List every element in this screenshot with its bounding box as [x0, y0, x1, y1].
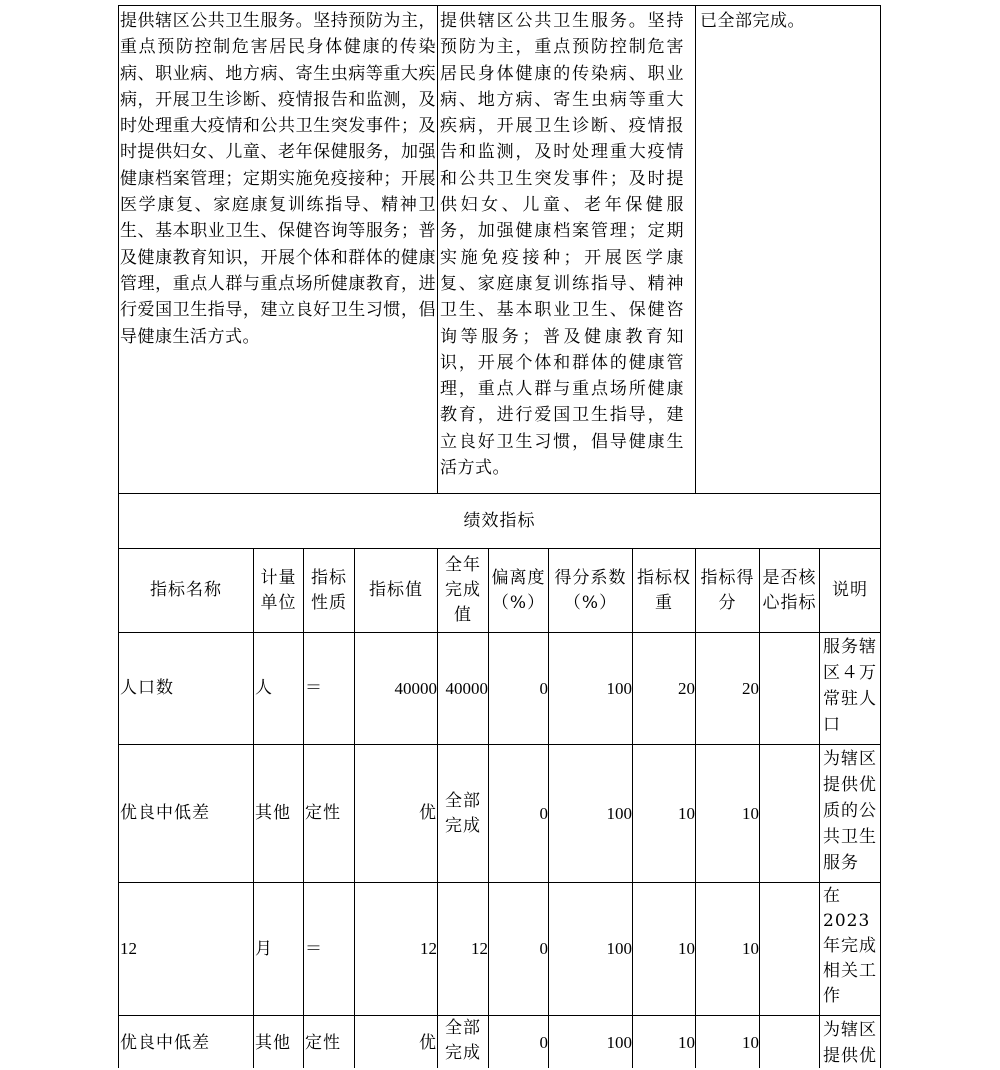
row4-weight: 10: [678, 1033, 695, 1052]
row1-score: 20: [742, 678, 759, 698]
header-nature: 指标性质: [311, 567, 347, 613]
row2-deviation: 0: [539, 803, 548, 823]
row1-core: [760, 633, 819, 744]
row3-deviation: 0: [539, 939, 548, 958]
row2-note: 为辖区提供优质的公共卫生服务: [823, 749, 877, 873]
col-divider-5: [488, 548, 489, 1068]
col-divider-10: [819, 548, 820, 1068]
rule-row3-bottom: [118, 1015, 881, 1016]
row4-score: 10: [742, 1033, 759, 1052]
section-title: 绩效指标: [463, 510, 536, 531]
row4-unit: 其他: [255, 1032, 291, 1053]
upper-col3-text: 已全部完成。: [700, 11, 805, 31]
rule-upper-bottom: [118, 493, 881, 494]
row3-nature: ＝: [305, 938, 323, 959]
row3-score: 10: [742, 939, 759, 958]
row3-core: [760, 883, 819, 1015]
col-divider-7: [632, 548, 633, 1068]
row1-note: 服务辖区４万常驻人口: [823, 637, 877, 735]
col-divider-3: [354, 548, 355, 1068]
row4-deviation: 0: [539, 1033, 548, 1052]
header-weight: 指标权重: [637, 567, 691, 613]
rule-header-bottom: [118, 632, 881, 633]
row1-coef: 100: [606, 678, 632, 698]
header-deviation: 偏离度（%）: [491, 567, 546, 613]
row1-value: 40000: [394, 678, 437, 698]
row4-core: [760, 1016, 819, 1068]
table-border-right: [880, 5, 881, 1068]
row1-unit: 人: [255, 678, 273, 698]
row1-weight: 20: [678, 678, 695, 698]
row4-name: 优良中低差: [120, 1032, 210, 1053]
row3-weight: 10: [678, 939, 695, 958]
rule-row1-bottom: [118, 744, 881, 745]
row3-done: 12: [471, 939, 488, 958]
row2-score: 10: [742, 803, 759, 823]
row4-coef: 100: [606, 1033, 632, 1052]
row4-value: 优: [419, 1032, 437, 1053]
row4-done: 全部完成: [445, 1018, 481, 1063]
row3-unit: 月: [255, 938, 273, 959]
header-coef: 得分系数（%）: [554, 567, 627, 613]
header-value: 指标值: [369, 580, 423, 600]
header-score: 指标得分: [700, 567, 755, 613]
upper-divider-2: [695, 5, 696, 494]
upper-col1-text: 提供辖区公共卫生服务。坚持预防为主，重点预防控制危害居民身体健康的传染病、职业病、地方病、寄生虫病等重大疾病，开展卫生诊断、疫情报告和监测，及时处理重大疫情和公共卫生突发事件；及时提供妇女、儿童、老年保健服务，加强健康档案管理；定期实施免疫接种；开展医学康复、家庭康复训练指导、精神卫生、基本职业卫生、保健咨询等服务；普及健康教育知识，开展个体和群体的健康管理，重点人群与重点场所健康教育，进行爱国卫生指导，建立良好卫生习惯，倡导健康生活方式。: [120, 11, 436, 347]
col-divider-8: [695, 548, 696, 1068]
col-divider-1: [253, 548, 254, 1068]
row2-core: [760, 745, 819, 882]
rule-title-bottom: [118, 548, 881, 549]
col-divider-2: [303, 548, 304, 1068]
row3-note: 在2023年完成相关工作: [823, 886, 877, 1006]
row2-unit: 其他: [255, 803, 291, 823]
row4-nature: 定性: [305, 1032, 341, 1053]
row3-value: 12: [420, 939, 437, 958]
row1-deviation: 0: [539, 678, 548, 698]
header-done: 全年完成值: [445, 555, 481, 625]
row2-weight: 10: [678, 803, 695, 823]
row2-value: 优: [419, 803, 437, 823]
row1-done: 40000: [445, 678, 488, 698]
rule-row2-bottom: [118, 882, 881, 883]
row3-name: 12: [120, 939, 137, 958]
row2-name: 优良中低差: [120, 803, 210, 823]
col-divider-9: [759, 548, 760, 1068]
col-divider-4: [437, 548, 438, 1068]
row1-name: 人口数: [120, 678, 174, 698]
col-divider-6: [548, 548, 549, 1068]
table-border-left: [118, 5, 119, 1068]
row2-nature: 定性: [305, 803, 341, 823]
upper-col2-text: 提供辖区公共卫生服务。坚持预防为主，重点预防控制危害居民身体健康的传染病、职业病、地方病、寄生虫病等重大疾病，开展卫生诊断、疫情报告和监测，及时处理重大疫情和公共卫生突发事件；及时提供妇女、儿童、老年保健服务，加强健康档案管理；定期实施免疫接种；开展医学康复、家庭康复训练指导、精神卫生、基本职业卫生、保健咨询等服务；普及健康教育知识，开展个体和群体的健康管理，重点人群与重点场所健康教育，进行爱国卫生指导，建立良好卫生习惯，倡导健康生活方式。: [440, 11, 684, 479]
header-unit: 计量单位: [260, 567, 297, 613]
header-note: 说明: [832, 580, 868, 600]
header-core: 是否核心指标: [762, 567, 817, 613]
row4-note: 为辖区提供优: [823, 1020, 877, 1066]
header-name: 指标名称: [150, 580, 222, 600]
table-border-top: [118, 5, 881, 6]
row1-nature: ＝: [305, 678, 323, 698]
row3-coef: 100: [606, 939, 632, 958]
upper-divider-1: [437, 5, 438, 494]
row2-done: 全部完成: [445, 790, 481, 836]
row2-coef: 100: [606, 803, 632, 823]
